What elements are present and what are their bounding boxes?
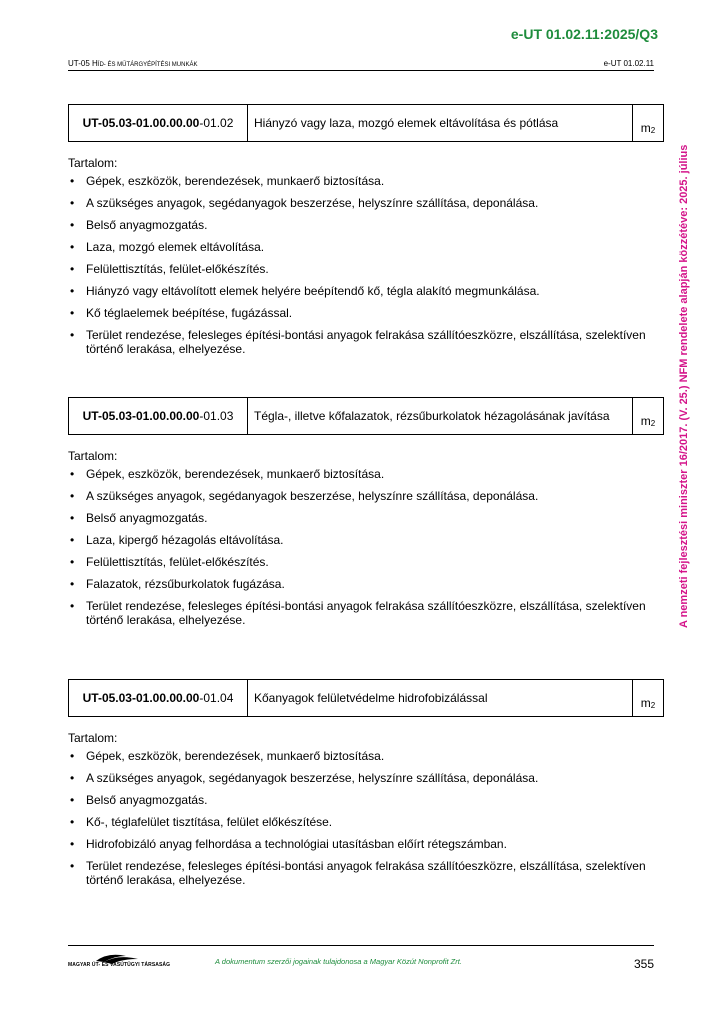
- content-list: [68, 749, 664, 887]
- item-title: Hiányzó vagy laza, mozgó elemek eltávolítása és pótlása: [248, 105, 633, 141]
- item-header-table: [68, 397, 664, 435]
- copyright-note: A dokumentum szerzői jogainak tulajdonosa a Magyar Közút Nonprofit Zrt.: [215, 957, 462, 966]
- header-doc-ref: e-UT 01.02.11: [603, 59, 654, 68]
- list-item: • Gépek, eszközök, berendezések, munkaerő biztosítása.: [68, 174, 664, 188]
- header-chapter-prefix: UT-05 H: [68, 59, 98, 68]
- list-item: • A szükséges anyagok, segédanyagok beszerzése, helyszínre szállítása, deponálása.: [68, 489, 664, 503]
- content-label: Tartalom:: [68, 731, 118, 745]
- work-item: [68, 679, 664, 895]
- item-title: Kőanyagok felületvédelme hidrofobizálással: [248, 680, 633, 716]
- list-item: • Gépek, eszközök, berendezések, munkaerő biztosítása.: [68, 467, 664, 481]
- list-item: • Laza, mozgó elemek eltávolítása.: [68, 240, 664, 254]
- item-header-table: [68, 679, 664, 717]
- list-item: • Felülettisztítás, felület-előkészítés.: [68, 555, 664, 569]
- list-item: • A szükséges anyagok, segédanyagok beszerzése, helyszínre szállítása, deponálása.: [68, 771, 664, 785]
- item-unit: m $_2$: [640, 696, 656, 710]
- list-item: • Gépek, eszközök, berendezések, munkaerő biztosítása.: [68, 749, 664, 763]
- work-item: [68, 104, 664, 364]
- list-item: • Terület rendezése, felesleges építési-bontási anyagok felrakása szállítóeszközre, elszállítása, szelektíven történő lerakása, elhelyezése.: [68, 859, 664, 887]
- content-list: [68, 174, 664, 356]
- list-item: • Hidrofobizáló anyag felhordása a technológiai utasításban előírt rétegszámban.: [68, 837, 664, 851]
- header-chapter-rest: ÍD- ÉS MŰTÁRGYÉPÍTÉSI MUNKÁK: [97, 62, 198, 68]
- list-item: • Belső anyagmozgatás.: [68, 793, 664, 807]
- header-chapter: [68, 59, 197, 68]
- list-item: • Kő-, téglafelület tisztítása, felület előkészítése.: [68, 815, 664, 829]
- item-title: Tégla-, illetve kőfalazatok, rézsűburkolatok hézagolásának javítása: [248, 398, 633, 434]
- list-item: • Kő téglaelemek beépítése, fugázással.: [68, 306, 664, 320]
- publication-note: A nemzeti fejlesztési miniszter 16/2017. (V. 25.) NFM rendelete alapján közzétéve: 2025. július: [678, 144, 690, 628]
- content-label: Tartalom:: [68, 449, 118, 463]
- list-item: • Hiányzó vagy eltávolított elemek helyére beépítendő kő, tégla alakító megmunkálása.: [68, 284, 664, 298]
- document-code: e-UT 01.02.11:2025/Q3: [510, 26, 658, 42]
- content-list: [68, 467, 664, 627]
- list-item: • Belső anyagmozgatás.: [68, 218, 664, 232]
- content-label: Tartalom:: [68, 156, 118, 170]
- list-item: • Belső anyagmozgatás.: [68, 511, 664, 525]
- footer-divider: [68, 945, 654, 946]
- list-item: • Felülettisztítás, felület-előkészítés.: [68, 262, 664, 276]
- item-unit: m $_2$: [640, 414, 656, 428]
- item-code: UT-05.03-01.00.00.00 -01.02: [69, 105, 248, 141]
- work-item: [68, 397, 664, 635]
- item-header-table: [68, 104, 664, 142]
- list-item: • Laza, kipergő hézagolás eltávolítása.: [68, 533, 664, 547]
- logo-text: MAGYAR ÚT- ÉS VASÚTÜGYI TÁRSASÁG: [68, 962, 171, 968]
- page-number: 355: [633, 957, 654, 971]
- header-divider: [68, 70, 654, 71]
- item-code: UT-05.03-01.00.00.00 -01.03: [69, 398, 248, 434]
- item-unit: m $_2$: [640, 121, 656, 135]
- list-item: • A szükséges anyagok, segédanyagok beszerzése, helyszínre szállítása, deponálása.: [68, 196, 664, 210]
- item-code: UT-05.03-01.00.00.00 -01.04: [69, 680, 248, 716]
- list-item: • Falazatok, rézsűburkolatok fugázása.: [68, 577, 664, 591]
- list-item: • Terület rendezése, felesleges építési-bontási anyagok felrakása szállítóeszközre, elszállítása, szelektíven történő lerakása, elhelyezése.: [68, 599, 664, 627]
- list-item: • Terület rendezése, felesleges építési-bontási anyagok felrakása szállítóeszközre, elszállítása, szelektíven történő lerakása, elhelyezése.: [68, 328, 664, 356]
- company-logo-icon: [68, 950, 163, 972]
